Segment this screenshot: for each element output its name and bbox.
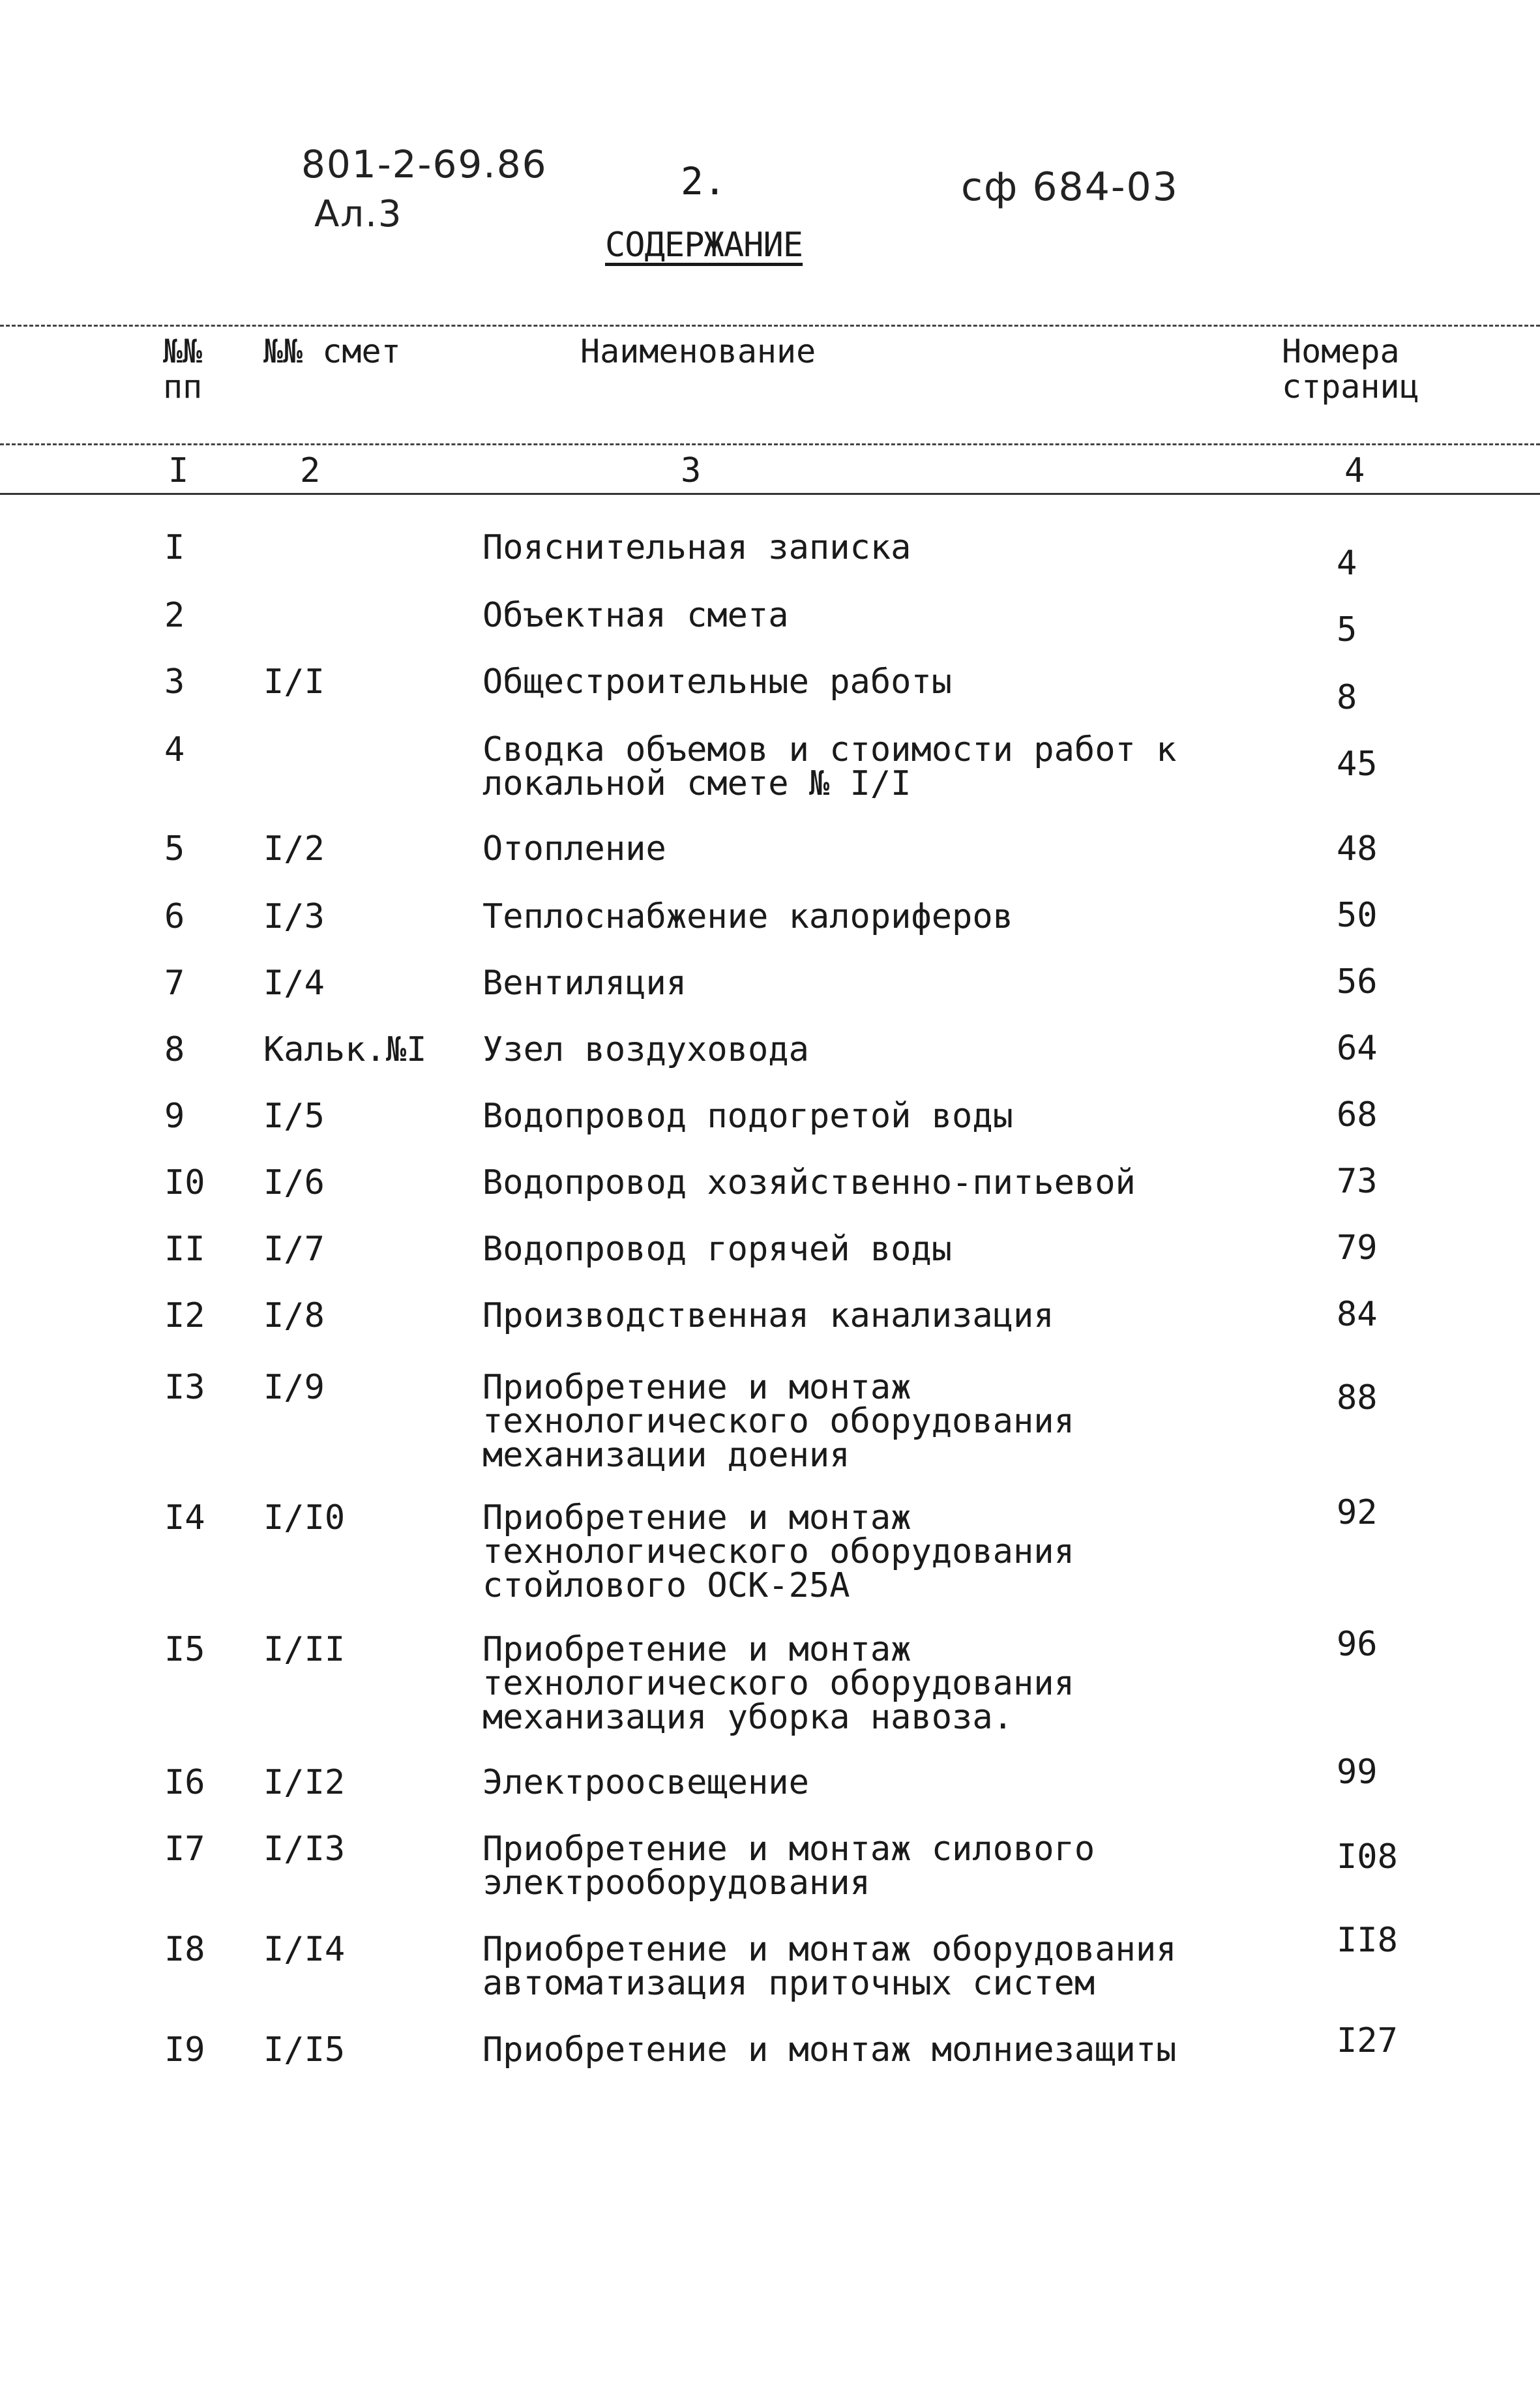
item-name: Приобретение и монтаж оборудования автоматизация приточных систем <box>482 1930 1177 2003</box>
page-ref: 50 <box>1337 896 1378 935</box>
estimate-number: I/I2 <box>263 1763 346 1802</box>
row-number: 9 <box>164 1097 185 1136</box>
column-number-1: I <box>168 451 189 490</box>
item-name: Вентиляция <box>482 964 687 1003</box>
row-number: 7 <box>164 964 185 1003</box>
item-name: Теплоснабжение калориферов <box>482 897 1013 936</box>
estimate-number: I/4 <box>263 964 325 1003</box>
estimate-number: I/8 <box>263 1296 325 1335</box>
page-ref: 5 <box>1337 610 1357 649</box>
row-number: I3 <box>164 1368 205 1407</box>
item-name: Водопровод подогретой воды <box>482 1097 1013 1136</box>
row-number: 8 <box>164 1030 185 1069</box>
item-name: Приобретение и монтаж технологического оборудования механизация уборка навоза. <box>482 1630 1074 1737</box>
row-number: I2 <box>164 1296 205 1335</box>
row-number: I4 <box>164 1498 205 1537</box>
row-number: 4 <box>164 730 185 769</box>
page-ref: II8 <box>1337 1921 1398 1960</box>
row-number: II <box>164 1230 205 1269</box>
item-name: Общестроительные работы <box>482 662 953 702</box>
estimate-number: I/I5 <box>263 2030 346 2069</box>
page-ref: 84 <box>1337 1295 1378 1334</box>
page-ref: 79 <box>1337 1228 1378 1268</box>
row-number: 5 <box>164 829 185 868</box>
page-ref: 88 <box>1337 1378 1378 1417</box>
row-number: 3 <box>164 662 185 702</box>
estimate-number: I/2 <box>263 829 325 868</box>
item-name: Производственная канализация <box>482 1296 1054 1335</box>
page-ref: 73 <box>1337 1162 1378 1201</box>
row-number: I9 <box>164 2030 205 2069</box>
column-numbers-rule <box>0 493 1540 495</box>
estimate-number: I/5 <box>263 1097 325 1136</box>
row-number: I7 <box>164 1830 205 1869</box>
column-header-estimate-number: №№ смет <box>263 333 401 370</box>
item-name: Приобретение и монтаж силового электрооборудования <box>482 1830 1095 1903</box>
item-name: Приобретение и монтаж технологического оборудования механизации доения <box>482 1368 1074 1475</box>
item-name: Водопровод хозяйственно-питьевой <box>482 1163 1136 1202</box>
column-number-2: 2 <box>300 451 321 490</box>
page-ref: 99 <box>1337 1753 1378 1792</box>
page-ref: 56 <box>1337 962 1378 1001</box>
page-ref: I27 <box>1337 2021 1398 2060</box>
row-number: I0 <box>164 1163 205 1202</box>
column-header-row-number: №№ пп <box>163 333 203 406</box>
page-ref: 45 <box>1337 745 1378 784</box>
page-ref: 8 <box>1337 678 1357 717</box>
estimate-number: I/3 <box>263 897 325 936</box>
header-divider-rule <box>0 443 1540 445</box>
item-name: Объектная смета <box>482 596 789 635</box>
column-header-name: Наименование <box>580 333 816 370</box>
row-number: I5 <box>164 1630 205 1669</box>
estimate-number: I/I <box>263 662 325 702</box>
page-ref: 96 <box>1337 1625 1378 1664</box>
document-title: СОДЕРЖАНИЕ <box>605 226 803 265</box>
item-name: Узел воздуховода <box>482 1030 809 1069</box>
item-name: Приобретение и монтаж молниезащиты <box>482 2030 1177 2069</box>
item-name: Отопление <box>482 829 666 868</box>
item-name: Электроосвещение <box>482 1763 809 1802</box>
column-number-3: 3 <box>681 451 702 490</box>
page-ref: 68 <box>1337 1095 1378 1134</box>
estimate-number: I/I3 <box>263 1830 346 1869</box>
table-top-rule <box>0 325 1540 327</box>
row-number: I <box>164 528 185 567</box>
page-ref: 4 <box>1337 544 1357 583</box>
row-number: I8 <box>164 1930 205 1969</box>
handwritten-album-number: Ал.3 <box>314 193 403 235</box>
row-number: 6 <box>164 897 185 936</box>
column-number-4: 4 <box>1344 451 1365 490</box>
item-name: Сводка объемов и стоимости работ к локальной смете № I/I <box>482 730 1177 803</box>
estimate-number: I/6 <box>263 1163 325 1202</box>
page-number: 2. <box>681 159 726 203</box>
estimate-number: I/I0 <box>263 1498 346 1537</box>
row-number: I6 <box>164 1763 205 1802</box>
estimate-number: I/9 <box>263 1368 325 1407</box>
estimate-number: Кальк.№I <box>263 1030 427 1069</box>
estimate-number: I/7 <box>263 1230 325 1269</box>
page-ref: 92 <box>1337 1493 1378 1532</box>
column-header-page-numbers: Номера страниц <box>1282 333 1419 406</box>
page-ref: 48 <box>1337 829 1378 868</box>
estimate-number: I/I4 <box>263 1930 346 1969</box>
estimate-number: I/II <box>263 1630 346 1669</box>
item-name: Приобретение и монтаж технологического оборудования стойлового ОСК-25А <box>482 1498 1074 1605</box>
handwritten-project-code: 801-2-69.86 <box>301 142 548 186</box>
handwritten-stamp-code: сф 684-03 <box>961 164 1179 210</box>
row-number: 2 <box>164 596 185 635</box>
page-ref: 64 <box>1337 1029 1378 1068</box>
item-name: Пояснительная записка <box>482 528 911 567</box>
item-name: Водопровод горячей воды <box>482 1230 953 1269</box>
page-ref: I08 <box>1337 1837 1398 1876</box>
